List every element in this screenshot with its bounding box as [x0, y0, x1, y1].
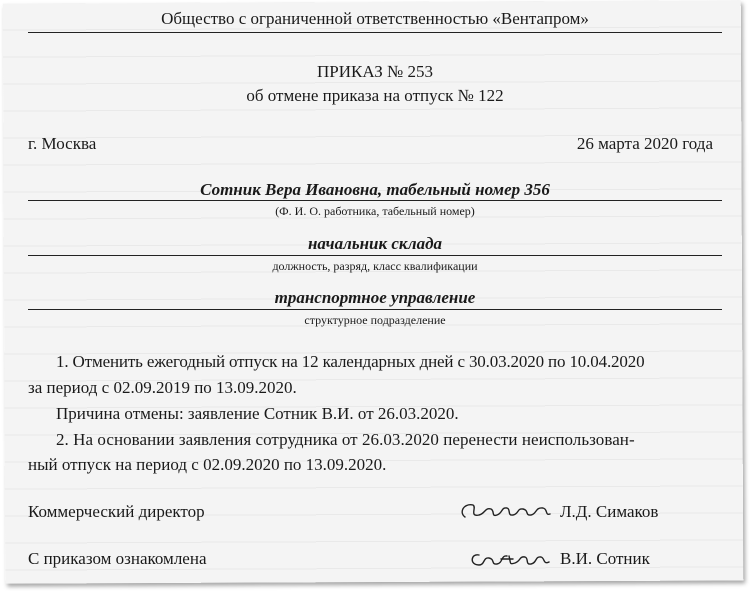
- order-subtitle: об отмене приказа на отпуск № 122: [246, 86, 504, 105]
- employee-name: Сотник Вера Ивановна, табельный номер 356: [200, 180, 550, 199]
- director-signature: [455, 495, 555, 527]
- employee-position: начальник склада: [307, 234, 443, 253]
- employee-signed-name: В.И. Сотник: [560, 549, 650, 568]
- acknowledgement-label: С приказом ознакомлена: [28, 549, 207, 568]
- director-role: Коммерческий директор: [28, 502, 205, 521]
- divider: [28, 309, 722, 310]
- paragraph-2-line-2: ный отпуск на период с 02.09.2020 по 13.09.2020.: [28, 455, 387, 474]
- employee-signature: [465, 543, 555, 575]
- employee-name-caption: (Ф. И. О. работника, табельный номер): [275, 204, 475, 218]
- place: г. Москва: [28, 134, 97, 153]
- divider: [28, 255, 722, 256]
- paragraph-1-line-2: за период с 02.09.2019 по 13.09.2020.: [28, 378, 297, 397]
- order-date: 26 марта 2020 года: [576, 134, 713, 153]
- cancel-reason: Причина отмены: заявление Сотник В.И. от 26.03.2020.: [56, 404, 459, 423]
- director-name: Л.Д. Симаков: [560, 502, 659, 521]
- employee-department-caption: структурное подразделение: [304, 313, 446, 327]
- employee-position-caption: должность, разряд, класс квалификации: [272, 259, 478, 273]
- employee-department: транспортное управление: [274, 288, 476, 307]
- order-title: ПРИКАЗ № 253: [317, 62, 433, 81]
- organization-name: Общество с ограниченной ответственностью «Вентапром»: [161, 9, 589, 28]
- paragraph-2-line-1: 2. На основании заявления сотрудника от 26.03.2020 перенести неиспользован-: [56, 430, 635, 449]
- divider: [28, 200, 722, 201]
- divider: [28, 32, 722, 33]
- paragraph-1-line-1: 1. Отменить ежегодный отпуск на 12 календарных дней с 30.03.2020 по 10.04.2020: [56, 352, 645, 371]
